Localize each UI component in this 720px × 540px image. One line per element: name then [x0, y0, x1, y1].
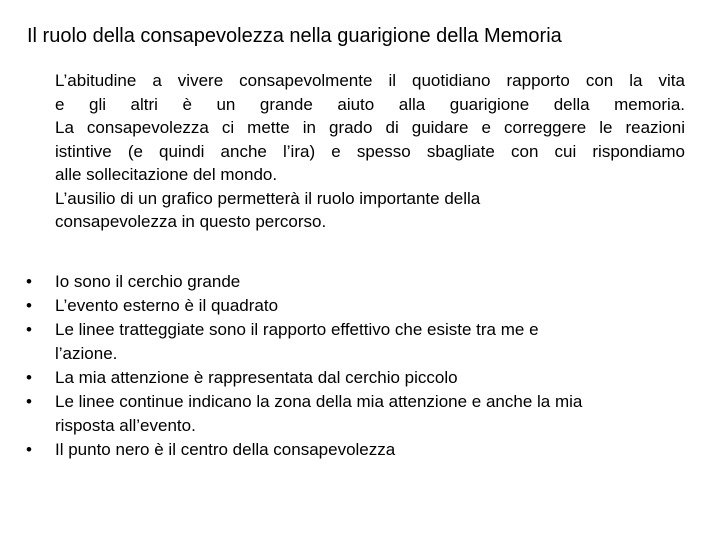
bullet-item	[0, 366, 582, 390]
bullet-item	[0, 294, 582, 318]
bullet-item	[0, 318, 582, 366]
intro-line: La consapevolezza ci mette in grado di guidare e correggere le reazioni	[55, 118, 685, 137]
intro-line: istintive (e quindi anche l’ira) e spesso sbagliate con cui rispondiamo	[55, 141, 685, 161]
bullet-text: l’azione.	[55, 344, 118, 363]
bullet-list	[0, 270, 582, 462]
bullet-text: Le linee continue indicano la zona della mia attenzione e anche la mia	[55, 392, 583, 411]
bullet-item	[0, 390, 582, 438]
bullet-text: Io sono il cerchio grande	[55, 272, 241, 291]
intro-line: alle sollecitazione del mondo.	[55, 165, 278, 184]
bullet-item	[0, 438, 582, 462]
bullet-icon: •	[26, 440, 32, 459]
bullet-icon: •	[26, 272, 32, 291]
bullet-icon: •	[26, 368, 32, 387]
slide-title: Il ruolo della consapevolezza nella guarigione della Memoria	[27, 25, 562, 47]
intro-line: consapevolezza in questo percorso.	[55, 212, 327, 231]
bullet-icon: •	[26, 296, 32, 315]
bullet-text: Le linee tratteggiate sono il rapporto effettivo che esiste tra me e	[55, 320, 539, 339]
intro-paragraph	[55, 69, 685, 234]
bullet-text: La mia attenzione è rappresentata dal cerchio piccolo	[55, 368, 458, 387]
bullet-item	[0, 270, 582, 294]
intro-line: L’abitudine a vivere consapevolmente il quotidiano rapporto con la vita	[55, 71, 685, 90]
intro-line: e gli altri è un grande aiuto alla guarigione della memoria.	[55, 94, 685, 114]
bullet-text: L’evento esterno è il quadrato	[55, 296, 279, 315]
bullet-text: risposta all’evento.	[55, 416, 196, 435]
intro-line: L’ausilio di un grafico permetterà il ruolo importante della	[55, 188, 481, 208]
bullet-text: Il punto nero è il centro della consapevolezza	[55, 440, 396, 459]
bullet-icon: •	[26, 392, 32, 411]
bullet-icon: •	[26, 320, 32, 339]
